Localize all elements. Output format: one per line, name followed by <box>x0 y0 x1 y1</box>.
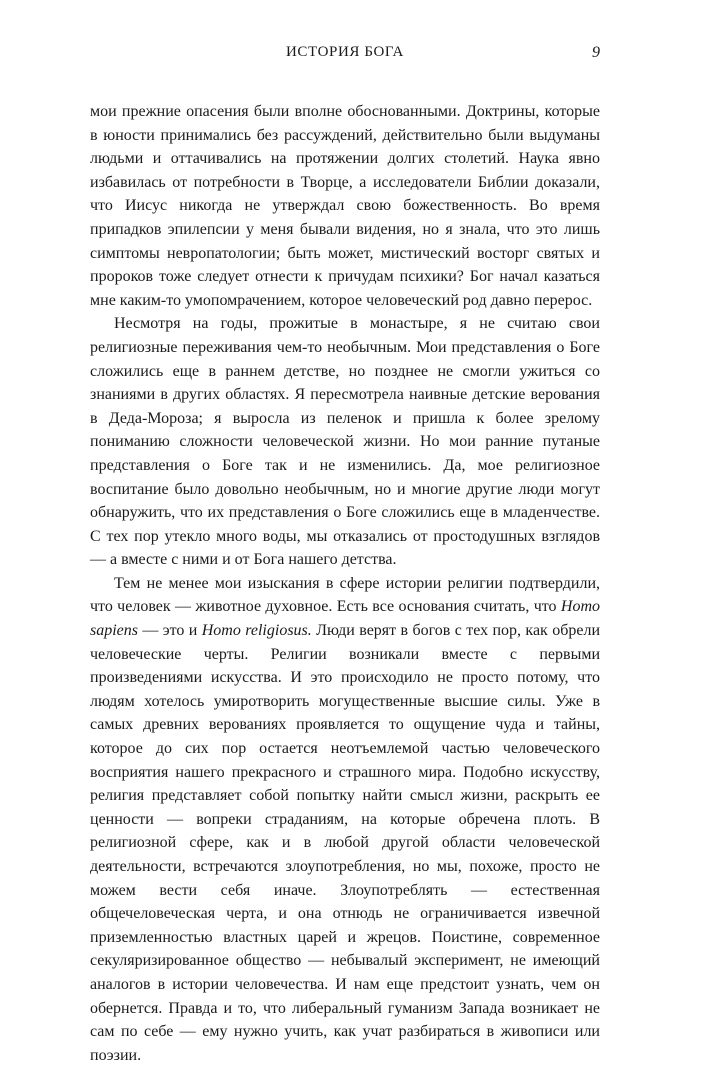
paragraph-3 <box>90 572 600 1067</box>
running-title: ИСТОРИЯ БОГА <box>286 44 404 60</box>
paragraph-3-text: Тем не менее мои изыскания в сфере истории религии подтвердили, что человек — животное духовное. Есть все основания считать, что <box>90 574 600 616</box>
paragraph-3-text: — это и <box>138 622 202 640</box>
paragraph-1 <box>90 100 600 312</box>
paragraph-2 <box>90 312 600 572</box>
running-header <box>90 44 600 68</box>
paragraph-1-text: мои прежние опасения были вполне обоснованными. Доктрины, которые в юности принимались без рассуждений, действительно были выдуманы людьми и оттачивались на протяжении долгих столетий. Наука явно избавилась от потребности в Творце, а исследователи Библии доказали, что Иисус никогда не утверждал свою божественность. Во время припадков эпилепсии у меня бывали видения, но я знала, что это лишь симптомы невропатологии; быть может, мистический восторг святых и пророков тоже следует отнести к причудам психики? Бог начал казаться мне каким-то умопомрачением, которое человеческий род давно перерос. <box>90 103 600 309</box>
paragraph-2-text: Несмотря на годы, прожитые в монастыре, я не считаю свои религиозные переживания чем-то необычным. Мои представления о Боге сложились еще в раннем детстве, но позднее не смогли ужиться со знаниями в других областях. Я пересмотрела наивные детские верования в Деда-Мороза; я выросла из пеленок и пришла к более зрелому пониманию сложности человеческой жизни. Но мои ранние путаные представления о Боге так и не изменились. Да, мое религиозное воспитание было довольно необычным, но и многие другие люди могут обнаружить, что их представления о Боге сложились еще в младенчестве. С тех пор утекло много воды, мы отказались от простодушных взглядов — а вместе с ними и от Бога нашего детства. <box>90 315 600 569</box>
body-text <box>90 100 600 1067</box>
paragraph-3-text: Люди верят в богов с тех пор, как обрели человеческие черты. Религии возникали вместе с первыми произведениями искусства. И это происходило не просто потому, что людям хотелось умиротворить могущественные высшие силы. Уже в самых древних верованиях проявляется то ощущение чуда и тайны, которое до сих пор остается неотъемлемой частью человеческого восприятия нашего прекрасного и страшного мира. Подобно искусству, религия представляет собой попытку найти смысл жизни, раскрыть ее ценности — вопреки страданиям, на которые обречена плоть. В религиозной сфере, как и в любой другой области человеческой деятельности, встречаются злоупотребления, но мы, похоже, просто не можем вести себя иначе. Злоупотреблять — естественная общечеловеческая черта, и она отнюдь не ограничивается извечной приземленностью властных царей и жрецов. Поистине, современное секуляризированное общество — небывалый эксперимент, не имеющий аналогов в истории человечества. И нам еще предстоит узнать, чем он обернется. Правда и то, что либеральный гуманизм Запада возникает не сам по себе — ему нужно учить, как учат разбираться в живописи или поэзии. <box>90 622 601 1064</box>
term-homo-sapiens: Homo sapiens <box>90 598 600 640</box>
page-number: 9 <box>592 44 600 61</box>
term-homo-religiosus: Homo religiosus. <box>201 622 312 640</box>
